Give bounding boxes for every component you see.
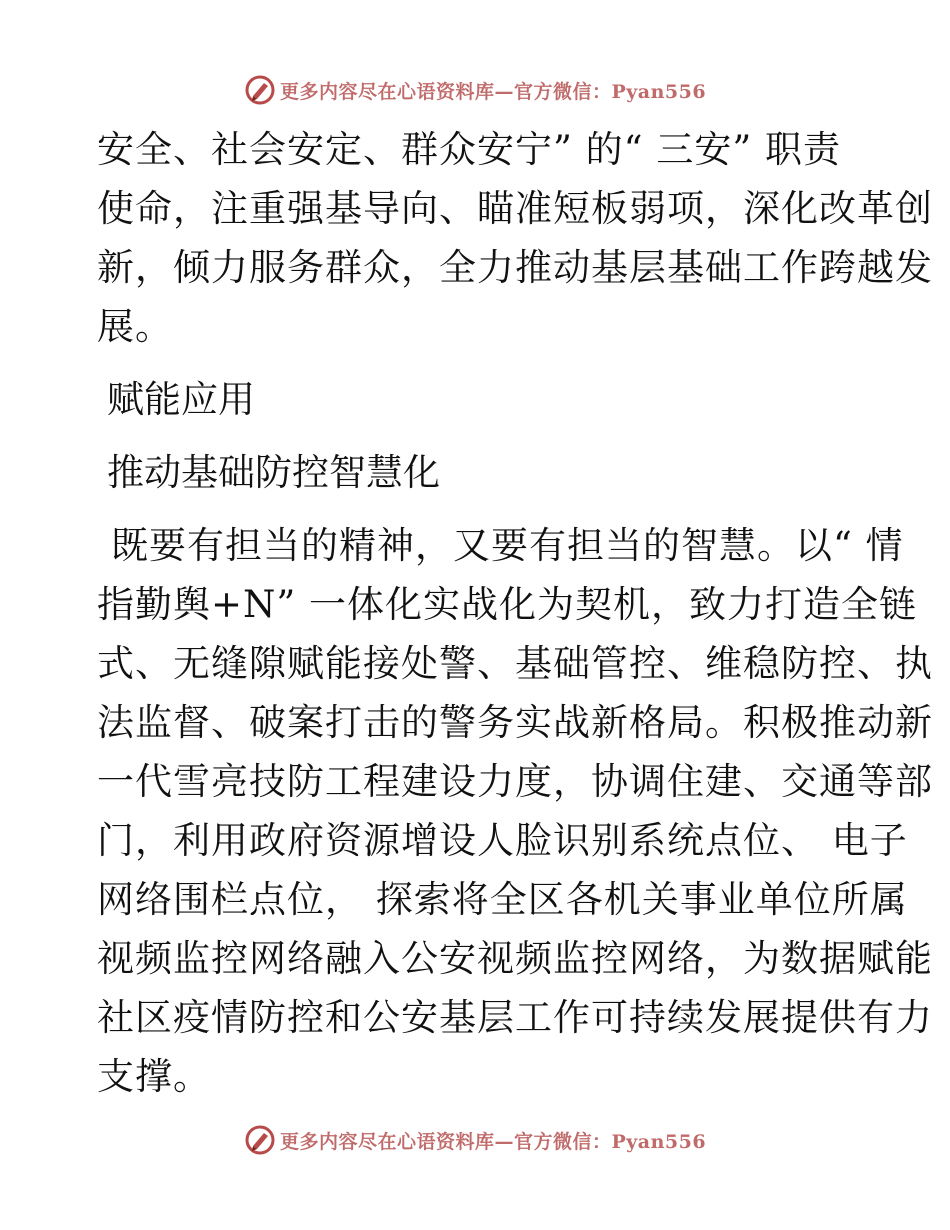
text-line: 法监督、破案打击的警务实战新格局。积极推动新 bbox=[97, 701, 933, 744]
section-heading: 赋能应用 bbox=[107, 378, 255, 421]
paragraph-2 bbox=[97, 516, 933, 1106]
pen-logo-icon bbox=[244, 74, 276, 106]
footer-watermark bbox=[0, 1120, 950, 1160]
text-line: 安全、社会安定、群众安宁” 的“ 三安” 职责 bbox=[97, 128, 842, 171]
watermark-text: 更多内容尽在心语资料库—官方微信：Pyan556 bbox=[279, 80, 707, 103]
paragraph-1 bbox=[97, 120, 933, 356]
section-subheading: 推动基础防控智慧化 bbox=[107, 451, 440, 494]
text-line: 既要有担当的精神，又要有担当的智慧。以“ 情 bbox=[111, 524, 904, 567]
text-line: 展。 bbox=[97, 305, 173, 348]
text-line: 新，倾力服务群众，全力推动基层基础工作跨越发 bbox=[97, 246, 933, 289]
text-line: 社区疫情防控和公安基层工作可持续发展提供有力 bbox=[97, 996, 933, 1039]
watermark-text: 更多内容尽在心语资料库—官方微信：Pyan556 bbox=[279, 1130, 707, 1153]
text-line: 门，利用政府资源增设人脸识别系统点位、 电子 bbox=[97, 819, 908, 862]
text-line: 使命，注重强基导向、瞄准短板弱项，深化改革创 bbox=[97, 187, 933, 230]
document-body bbox=[97, 120, 933, 1106]
text-line: 式、无缝隙赋能接处警、基础管控、维稳防控、执 bbox=[97, 642, 933, 685]
text-line: 指勤舆+N” 一体化实战化为契机，致力打造全链 bbox=[97, 583, 918, 626]
text-line: 一代雪亮技防工程建设力度，协调住建、交通等部 bbox=[97, 760, 933, 803]
text-line: 视频监控网络融入公安视频监控网络，为数据赋能 bbox=[97, 937, 933, 980]
pen-logo-icon bbox=[244, 1124, 276, 1156]
header-watermark bbox=[0, 70, 950, 110]
text-line: 网络围栏点位， 探索将全区各机关事业单位所属 bbox=[97, 878, 908, 921]
text-line: 支撑。 bbox=[97, 1055, 211, 1098]
